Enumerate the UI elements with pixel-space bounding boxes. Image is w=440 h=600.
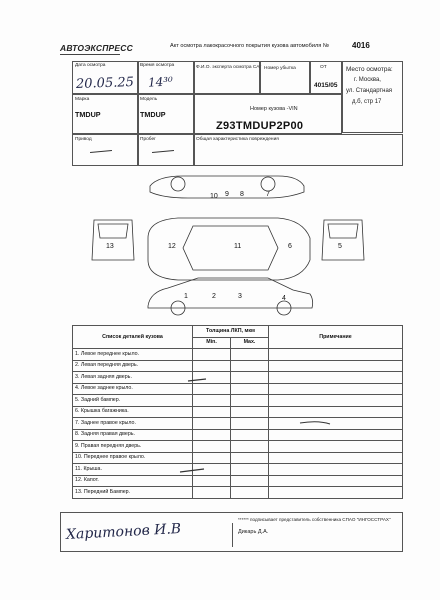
time-value: 14³⁰ [147,74,174,90]
ot-label: ОТ [320,65,327,70]
part-name: 4. Левое заднее крыло. [73,383,193,395]
date-label: Дата осмотра [75,63,106,68]
note-cell [269,475,403,487]
col-list-header: Список деталей кузова [73,326,193,349]
diagram-number-6: 6 [288,243,292,250]
time-label: Время осмотра [140,63,175,68]
top-plan-roof [183,226,278,270]
max-cell [231,487,269,499]
general-label: Общая характеристика повреждения [196,137,279,142]
table-row [73,383,403,395]
table-row [73,464,403,476]
min-cell [193,452,231,464]
place-label: Место осмотра: [346,66,393,73]
col-min-header: Min. [193,337,231,349]
model-label: Модель [140,97,158,102]
table-row [73,429,403,441]
note-cell [269,418,403,430]
note-cell [269,441,403,453]
top-view-wheel-front [171,177,185,191]
table-row [73,441,403,453]
date-value: 20.05.25 [75,74,135,93]
max-cell [231,441,269,453]
diagram-number-10: 10 [210,193,218,200]
inspector-label: Ф.И.О. эксперта осмотра СА* [196,65,262,70]
mileage-label: Пробег [140,137,156,142]
rear-view-window [328,224,358,238]
min-cell [193,418,231,430]
note-cell [269,372,403,384]
max-cell [231,395,269,407]
signature-note: ****** подписывает представитель собственника СПАО "ИНГОССТРАХ" [238,517,391,522]
note-cell [269,452,403,464]
table-row [73,475,403,487]
part-name: 8. Задняя правая дверь. [73,429,193,441]
max-cell [231,360,269,372]
table-row [73,418,403,430]
diagram-number-11: 11 [234,243,242,250]
table-row [73,406,403,418]
diagram-number-9: 9 [225,191,229,198]
diagram-number-13: 13 [106,243,114,250]
note-cell [269,487,403,499]
make-label: Марка [75,97,90,102]
diagram-number-4: 4 [282,295,286,302]
min-cell [193,349,231,361]
drive-label: Привод [75,137,92,142]
top-view-wheel-rear [261,177,275,191]
diagram-number-7: 7 [266,191,270,198]
min-cell [193,429,231,441]
part-name: 13. Передний Бампер. [73,487,193,499]
diagram-number-3: 3 [238,293,242,300]
max-cell [231,349,269,361]
place-line-1: г. Москва, [354,77,381,83]
diagram-number-2: 2 [212,293,216,300]
part-name: 9. Правая передняя дверь. [73,441,193,453]
signer-name: Дикарь Д.А. [238,529,269,535]
col-thickness-header: Толщина ЛКП, мкм [193,326,269,338]
signature-divider [232,523,233,547]
note-cell [269,349,403,361]
max-cell [231,429,269,441]
make-value: TMDUP [75,110,101,119]
diagram-number-5: 5 [338,243,342,250]
place-line-3: д.б, стр 17 [352,99,382,105]
table-row [73,349,403,361]
note-cell [269,360,403,372]
part-name: 10. Переднее правое крыло. [73,452,193,464]
max-cell [231,452,269,464]
max-cell [231,475,269,487]
min-cell [193,395,231,407]
note-cell [269,395,403,407]
max-cell [231,383,269,395]
max-cell [231,418,269,430]
car-body-diagram [88,168,368,316]
min-cell [193,406,231,418]
part-name: 7. Заднее правое крыло. [73,418,193,430]
note-cell [269,429,403,441]
col-note-header: Примечание [269,326,403,349]
model-value: TMDUP [140,110,166,119]
min-cell [193,487,231,499]
vin-value: Z93TMDUP2P00 [216,120,304,132]
table-row [73,487,403,499]
loss-number-label: Номер убытка [264,66,296,71]
table-row [73,360,403,372]
part-name: 2. Левая передняя дверь. [73,360,193,372]
diagram-number-8: 8 [240,191,244,198]
part-name: 12. Капот. [73,475,193,487]
handwritten-signature: Харитонов И.В [65,520,182,544]
act-title: Акт осмотра лакокрасочного покрытия кузова автомобиля № [170,43,329,49]
min-cell [193,372,231,384]
note-cell [269,464,403,476]
max-cell [231,406,269,418]
place-line-2: ул. Стандартная [346,88,393,94]
table-row [73,372,403,384]
ot-value: 4015/05 [314,82,338,89]
table-header-row [73,326,403,338]
front-view-windshield [98,224,128,238]
part-name: 6. Крышка багажника. [73,406,193,418]
part-name: 1. Левое переднее крыло. [73,349,193,361]
min-cell [193,464,231,476]
vin-label: Номер кузова -VIN [250,106,298,112]
act-number: 4016 [352,41,370,50]
max-cell [231,464,269,476]
note-cell [269,406,403,418]
table-row [73,395,403,407]
diagram-number-12: 12 [168,243,176,250]
brand-logo: АВТОЭКСПРЕСС [60,43,133,53]
col-max-header: Max. [231,337,269,349]
table-row [73,452,403,464]
note-cell [269,383,403,395]
min-cell [193,360,231,372]
diagram-number-1: 1 [184,293,188,300]
max-cell [231,372,269,384]
part-name: 5. Задний бампер. [73,395,193,407]
min-cell [193,441,231,453]
brand-underline [60,54,120,55]
parts-table [72,325,403,499]
part-name: 11. Крыша. [73,464,193,476]
part-name: 3. Левая задняя дверь. [73,372,193,384]
min-cell [193,383,231,395]
min-cell [193,475,231,487]
